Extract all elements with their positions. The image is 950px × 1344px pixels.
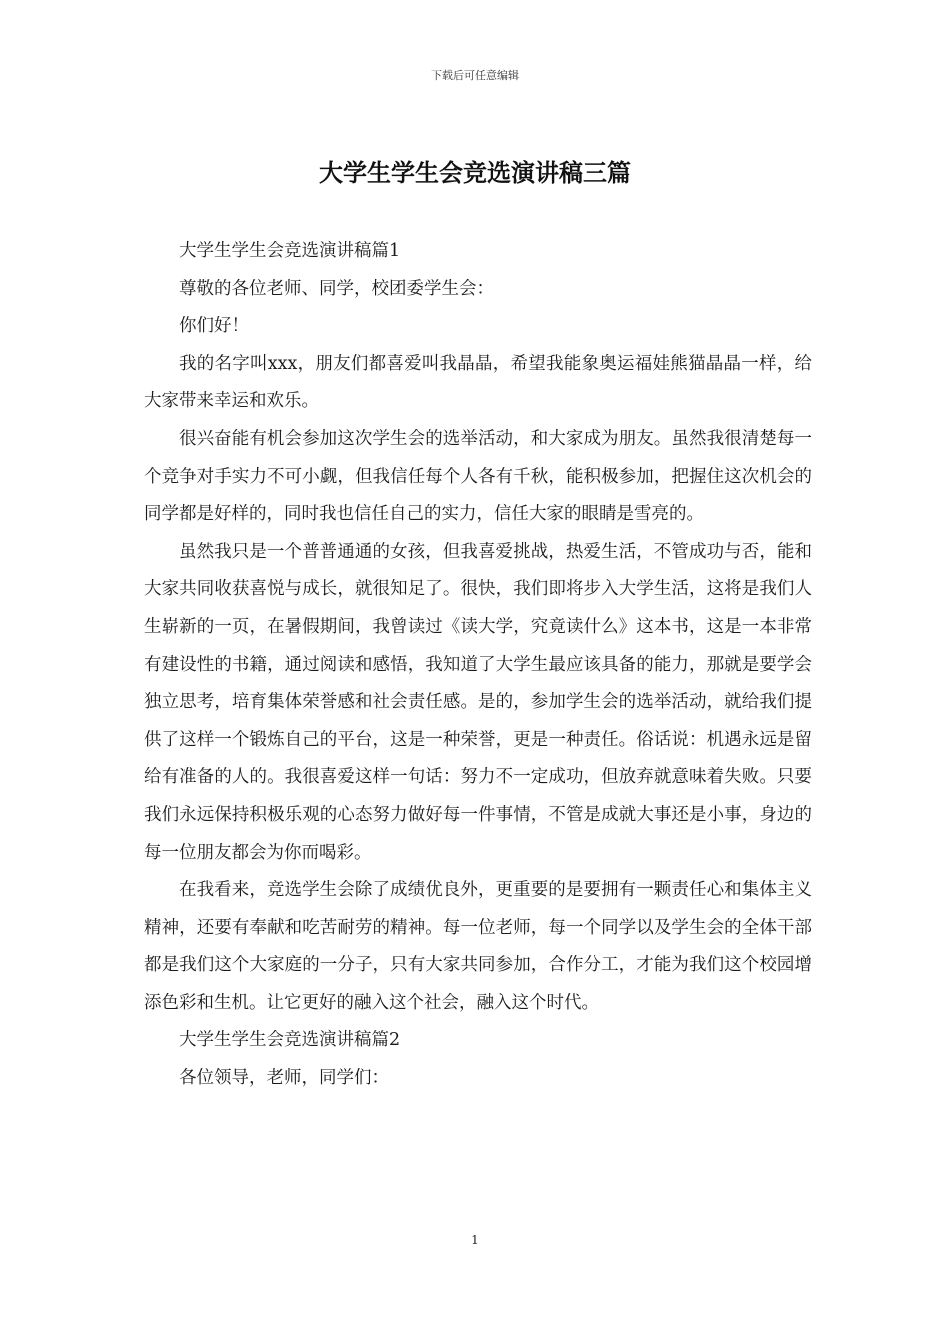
body-paragraph: 虽然我只是一个普普通通的女孩，但我喜爱挑战，热爱生活，不管成功与否，能和大家共同收获喜悦与成长，就很知足了。很快，我们即将步入大学生活，这将是我们人生崭新的一页，在暑假期间，我曾读过《读大学，究竟读什么》这本书，这是一本非常有建设性的书籍，通过阅读和感悟，我知道了大学生最应该具备的能力，那就是要学会独立思考，培育集体荣誉感和社会责任感。是的，参加学生会的选举活动，就给我们提供了这样一个锻炼自己的平台，这是一种荣誉，更是一种责任。俗话说：机遇永远是留给有准备的人的。我很喜爱这样一句话：努力不一定成功，但放弃就意味着失败。只要我们永远保持积极乐观的心态努力做好每一件事情，不管是成就大事还是小事，身边的每一位朋友都会为你而喝彩。	[144, 541, 812, 863]
section-heading-2: 大学生学生会竞选演讲稿篇2	[179, 1030, 401, 1051]
page-header-note: 下载后可任意编辑	[431, 69, 519, 82]
document-body	[144, 233, 812, 1098]
salutation: 尊敬的各位老师、同学，校团委学生会：	[179, 278, 494, 299]
body-paragraph: 在我看来，竞选学生会除了成绩优良外，更重要的是要拥有一颗责任心和集体主义精神，还要有奉献和吃苦耐劳的精神。每一位老师，每一个同学以及学生会的全体干部都是我们这个大家庭的一分子，只有大家共同参加，合作分工，才能为我们这个校园增添色彩和生机。让它更好的融入这个社会，融入这个时代。	[144, 880, 812, 1013]
body-paragraph: 很兴奋能有机会参加这次学生会的选举活动，和大家成为朋友。虽然我很清楚每一个竞争对手实力不可小觑，但我信任每个人各有千秋，能积极参加，把握住这次机会的同学都是好样的，同时我也信任自己的实力，信任大家的眼睛是雪亮的。	[144, 428, 812, 525]
salutation: 各位领导，老师，同学们：	[179, 1068, 389, 1089]
body-paragraph: 我的名字叫xxx，朋友们都喜爱叫我晶晶，希望我能象奥运福娃熊猫晶晶一样，给大家带来幸运和欢乐。	[144, 353, 812, 412]
greeting: 你们好！	[179, 316, 249, 337]
section-heading-1: 大学生学生会竞选演讲稿篇1	[179, 241, 401, 261]
page-number: 1	[471, 1233, 479, 1247]
document-title: 大学生学生会竞选演讲稿三篇	[319, 158, 631, 187]
